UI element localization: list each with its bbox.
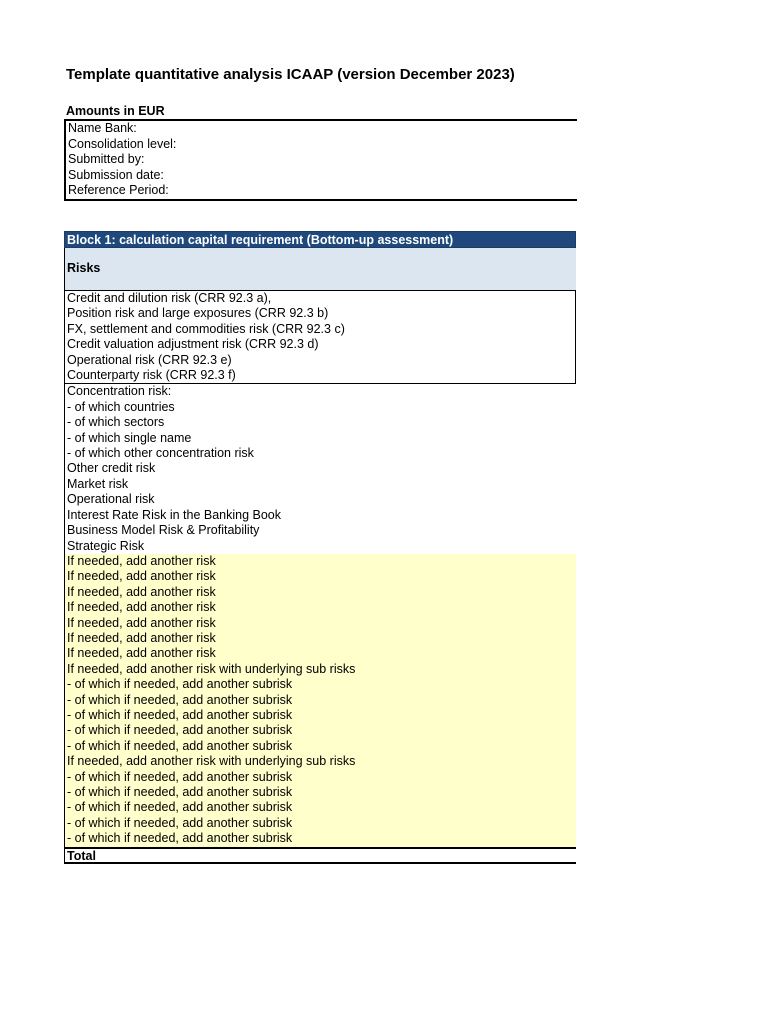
optional-risk-row[interactable]: If needed, add another risk [64,585,576,600]
risk-row[interactable]: Strategic Risk [64,539,576,554]
risk-row[interactable]: Credit valuation adjustment risk (CRR 92.3 d) [67,337,319,352]
info-reference-period[interactable]: Reference Period: [65,183,577,199]
page-title: Template quantitative analysis ICAAP (version December 2023) [66,66,515,83]
optional-risk-row[interactable]: If needed, add another risk [64,646,576,661]
risk-row[interactable]: Operational risk [64,492,576,507]
optional-subrisk-row[interactable]: - of which if needed, add another subrisk [64,770,576,785]
total-row: Total [64,847,576,864]
optional-subrisk-row[interactable]: - of which if needed, add another subrisk [64,677,576,692]
pillar1-risks-group [64,290,576,384]
optional-risk-row[interactable]: If needed, add another risk with underlying sub risks [64,754,576,769]
risks-table [64,290,576,864]
optional-risk-row[interactable]: If needed, add another risk [64,616,576,631]
risk-row[interactable]: Position risk and large exposures (CRR 92.3 b) [67,306,329,321]
optional-subrisk-row[interactable]: - of which if needed, add another subrisk [64,785,576,800]
optional-risk-row[interactable]: If needed, add another risk [64,554,576,569]
optional-subrisk-row[interactable]: - of which if needed, add another subrisk [64,816,576,831]
risk-row[interactable]: - of which other concentration risk [64,446,576,461]
risk-row[interactable]: Counterparty risk (CRR 92.3 f) [67,368,236,383]
risk-row[interactable]: Interest Rate Risk in the Banking Book [64,508,576,523]
info-submission-date[interactable]: Submission date: [65,168,577,184]
info-name-bank[interactable]: Name Bank: [65,121,577,137]
optional-risk-row[interactable]: If needed, add another risk [64,569,576,584]
info-section [64,119,577,201]
risks-column-header: Risks [64,248,576,290]
risk-row[interactable]: Business Model Risk & Profitability [64,523,576,538]
optional-subrisk-row[interactable]: - of which if needed, add another subrisk [64,708,576,723]
info-consolidation-level[interactable]: Consolidation level: [65,137,577,153]
optional-subrisk-row[interactable]: - of which if needed, add another subrisk [64,831,576,846]
optional-subrisk-row[interactable]: - of which if needed, add another subrisk [64,800,576,815]
optional-risk-row[interactable]: If needed, add another risk with underlying sub risks [64,662,576,677]
risk-row[interactable]: Operational risk (CRR 92.3 e) [67,352,232,367]
optional-risk-row[interactable]: If needed, add another risk [64,600,576,615]
optional-subrisk-row[interactable]: - of which if needed, add another subrisk [64,739,576,754]
optional-subrisk-row[interactable]: - of which if needed, add another subrisk [64,693,576,708]
amounts-label: Amounts in EUR [66,104,165,118]
risk-row[interactable]: Concentration risk: [64,384,576,399]
optional-subrisk-row[interactable]: - of which if needed, add another subrisk [64,723,576,738]
risk-row[interactable]: Other credit risk [64,461,576,476]
risk-row[interactable]: Credit and dilution risk (CRR 92.3 a), [67,291,272,305]
block1-header: Block 1: calculation capital requirement (Bottom-up assessment) [64,231,576,248]
risk-row[interactable]: - of which single name [64,431,576,446]
info-submitted-by[interactable]: Submitted by: [65,152,577,168]
risk-row[interactable]: FX, settlement and commodities risk (CRR 92.3 c) [67,321,345,336]
risk-row[interactable]: - of which sectors [64,415,576,430]
optional-risk-row[interactable]: If needed, add another risk [64,631,576,646]
risk-row[interactable]: Market risk [64,477,576,492]
risk-row[interactable]: - of which countries [64,400,576,415]
